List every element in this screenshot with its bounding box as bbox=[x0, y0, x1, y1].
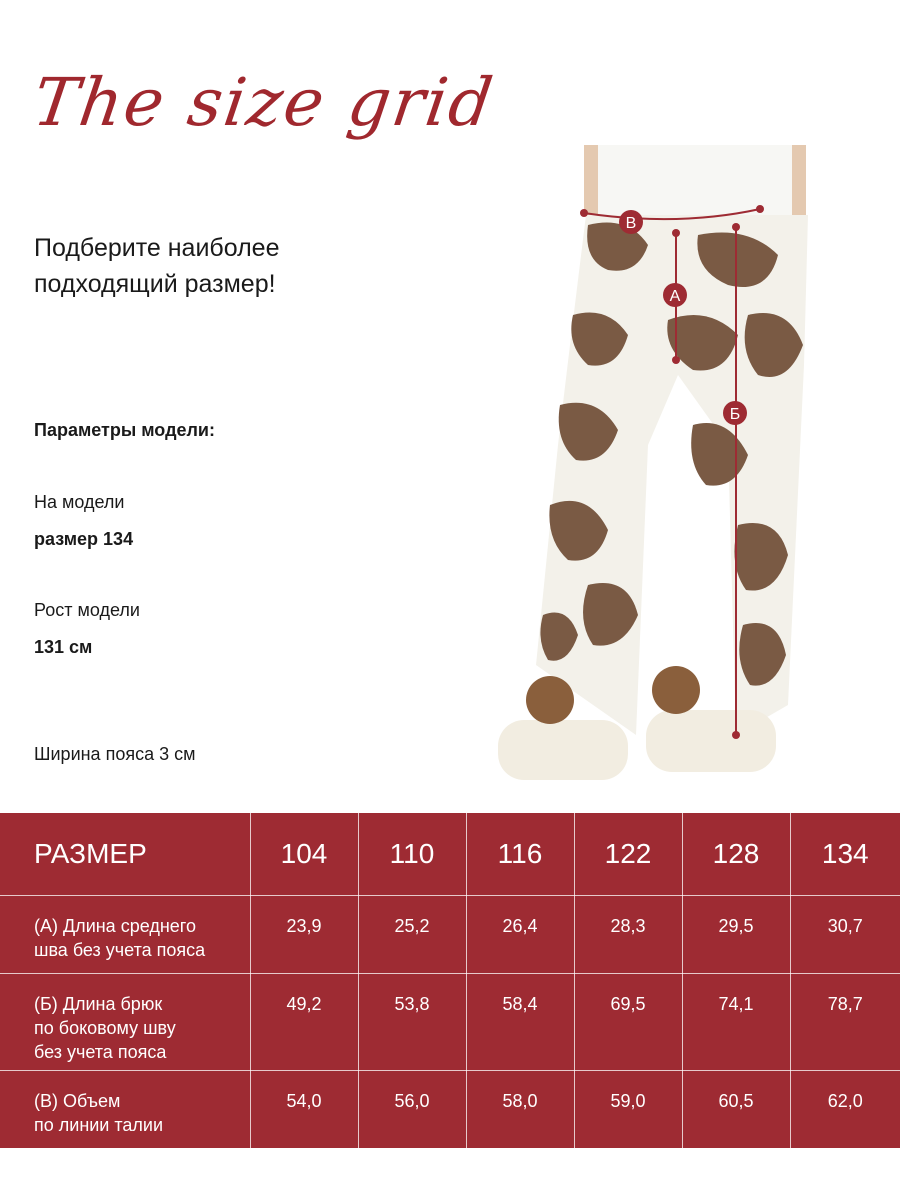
table-cell: 25,2 bbox=[358, 896, 466, 974]
table-cell: 60,5 bbox=[682, 1071, 790, 1149]
table-cell: 53,8 bbox=[358, 974, 466, 1071]
right-shoe bbox=[646, 710, 776, 772]
size-header-cell: 134 bbox=[790, 813, 900, 896]
row-label-line: (А) Длина среднего bbox=[34, 916, 196, 936]
model-size-label: На модели bbox=[34, 492, 125, 512]
table-cell: 78,7 bbox=[790, 974, 900, 1071]
table-cell: 30,7 bbox=[790, 896, 900, 974]
model-size-value: размер 134 bbox=[34, 529, 134, 549]
table-cell: 74,1 bbox=[682, 974, 790, 1071]
size-header-cell: 116 bbox=[466, 813, 574, 896]
table-row bbox=[0, 1071, 900, 1149]
table-cell: 59,0 bbox=[574, 1071, 682, 1149]
side-measure-start bbox=[732, 223, 740, 231]
marker-b-label: Б bbox=[729, 406, 741, 423]
model-height-value: 131 см bbox=[34, 637, 93, 657]
row-label-line: (В) Объем bbox=[34, 1091, 121, 1111]
size-header-cell: 104 bbox=[250, 813, 358, 896]
size-header-cell: 110 bbox=[358, 813, 466, 896]
left-shoe bbox=[498, 720, 628, 780]
table-row bbox=[0, 974, 900, 1071]
row-label-line: (Б) Длина брюк bbox=[34, 994, 163, 1014]
rise-measure-start bbox=[672, 229, 680, 237]
size-header-label: РАЗМЕР bbox=[0, 813, 250, 896]
side-measure-end bbox=[732, 731, 740, 739]
row-label-line: по линии талии bbox=[34, 1115, 164, 1135]
table-row bbox=[0, 896, 900, 974]
table-cell: 28,3 bbox=[574, 896, 682, 974]
size-header-cell: 128 bbox=[682, 813, 790, 896]
table-cell: 58,4 bbox=[466, 974, 574, 1071]
row-label-line: шва без учета пояса bbox=[34, 940, 206, 960]
subtitle bbox=[34, 230, 454, 302]
table-cell: 23,9 bbox=[250, 896, 358, 974]
page-title-logo bbox=[28, 48, 499, 158]
right-arm bbox=[792, 145, 806, 215]
model-params-heading: Параметры модели: bbox=[34, 420, 215, 440]
rise-measure-end bbox=[672, 356, 680, 364]
size-table bbox=[0, 813, 900, 1148]
row-label-side-length bbox=[0, 974, 250, 1071]
row-label-rise bbox=[0, 896, 250, 974]
table-cell: 56,0 bbox=[358, 1071, 466, 1149]
top-garment bbox=[586, 145, 806, 217]
table-cell: 26,4 bbox=[466, 896, 574, 974]
size-table-header-row bbox=[0, 813, 900, 896]
subtitle-line-2: подходящий размер! bbox=[34, 270, 276, 298]
product-photo bbox=[488, 145, 828, 795]
marker-v-label: В bbox=[625, 215, 637, 232]
row-label-waist bbox=[0, 1071, 250, 1149]
waistband-note: Ширина пояса 3 см bbox=[34, 744, 196, 764]
subtitle-line-1: Подберите наиболее bbox=[34, 234, 280, 262]
script-title: The size grid bbox=[28, 64, 499, 141]
model-height-label: Рост модели bbox=[34, 600, 140, 620]
right-bear-ornament bbox=[652, 666, 700, 714]
size-header-cell: 122 bbox=[574, 813, 682, 896]
left-arm bbox=[584, 145, 598, 215]
table-cell: 29,5 bbox=[682, 896, 790, 974]
row-label-line: по боковому шву bbox=[34, 1018, 176, 1038]
row-label-line: без учета пояса bbox=[34, 1042, 167, 1062]
table-cell: 54,0 bbox=[250, 1071, 358, 1149]
table-cell: 62,0 bbox=[827, 1091, 863, 1111]
marker-a-label: А bbox=[669, 288, 681, 305]
table-cell: 69,5 bbox=[574, 974, 682, 1071]
left-bear-ornament bbox=[526, 676, 574, 724]
waist-measure-start bbox=[580, 209, 588, 217]
table-cell: 49,2 bbox=[250, 974, 358, 1071]
table-cell: 58,0 bbox=[466, 1071, 574, 1149]
waist-measure-end bbox=[756, 205, 764, 213]
